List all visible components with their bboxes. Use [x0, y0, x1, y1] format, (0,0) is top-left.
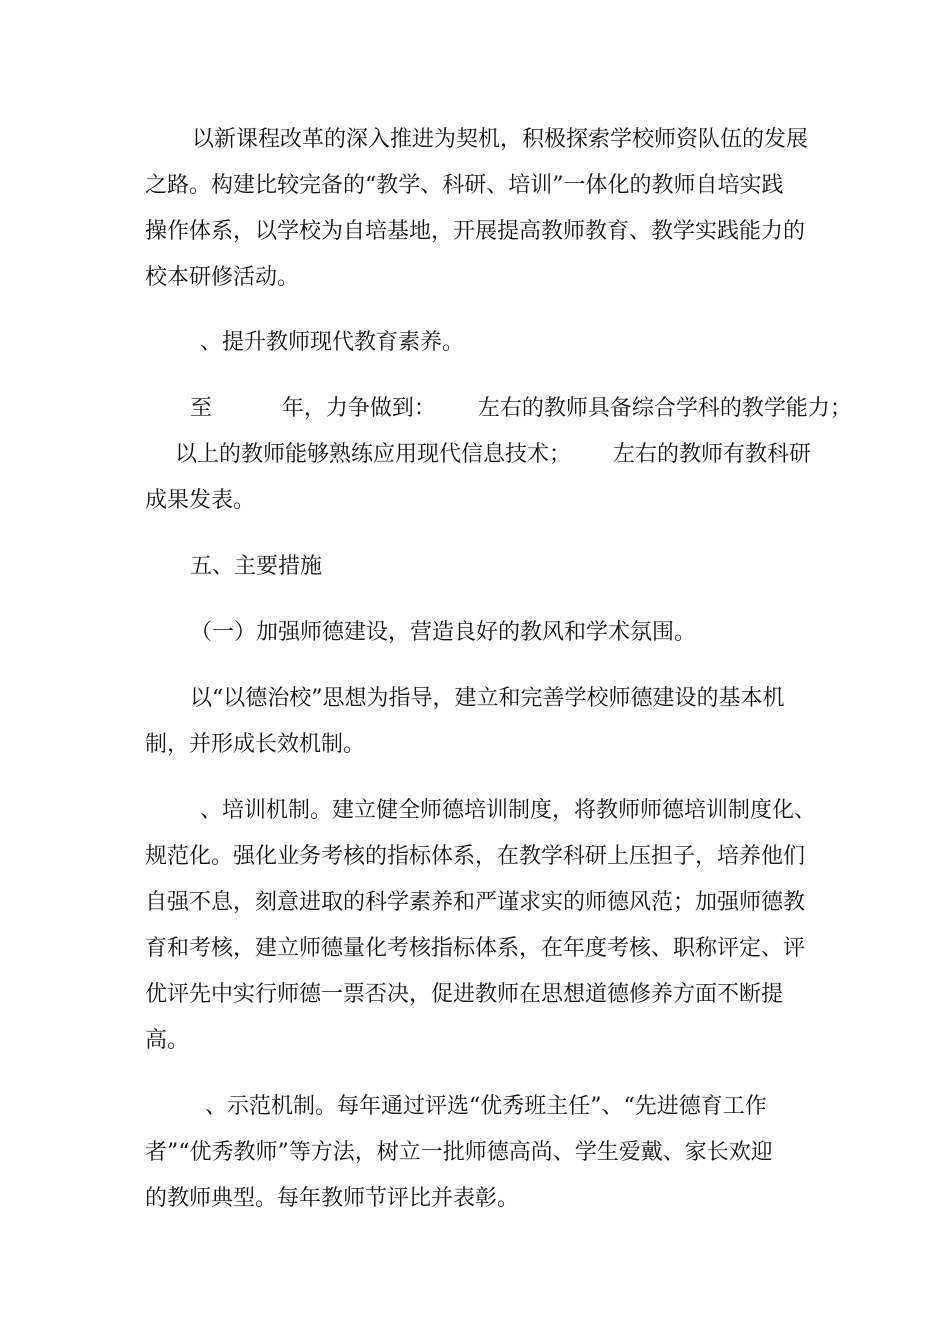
- paragraph-line: 育和考核，建立师德量化考核指标体系，在年度考核、职称评定、评: [145, 936, 806, 961]
- subsection-heading: （一）加强师德建设，营造良好的教风和学术氛围。: [190, 620, 697, 645]
- paragraph-line: 高。: [145, 1028, 190, 1053]
- paragraph-line: 以上的教师能够熟练应用现代信息技术； 左右的教师有教科研: [175, 442, 811, 467]
- section-heading: 、提升教师现代教育素养。: [200, 330, 465, 355]
- paragraph-line: 制，并形成长效机制。: [145, 732, 366, 757]
- section-heading: 五、主要措施: [190, 554, 323, 579]
- paragraph-line: 以“以德治校”思想为指导，建立和完善学校师德建设的基本机: [190, 686, 785, 711]
- paragraph-line: 至 年，力争做到： 左右的教师具备综合学科的教学能力；: [190, 396, 852, 421]
- paragraph-line: 校本研修活动。: [145, 265, 300, 290]
- paragraph-line: 、培训机制。建立健全师德培训制度，将教师师德培训制度化、: [200, 798, 817, 823]
- paragraph-line: 者”“优秀教师”等方法，树立一批师德高尚、学生爱戴、家长欢迎: [145, 1140, 773, 1165]
- paragraph-line: 之路。构建比较完备的“教学、科研、培训”一体化的教师自培实践: [145, 173, 784, 198]
- paragraph-line: 操作体系，以学校为自培基地，开展提高教师教育、教学实践能力的: [145, 219, 806, 244]
- paragraph-line: 、示范机制。每年通过评选“优秀班主任”、“先进德育工作: [205, 1094, 767, 1119]
- paragraph-line: 成果发表。: [145, 488, 256, 513]
- paragraph-line: 规范化。强化业务考核的指标体系，在教学科研上压担子，培养他们: [145, 844, 806, 869]
- paragraph-line: 的教师典型。每年教师节评比并表彰。: [145, 1186, 520, 1211]
- paragraph-line: 优评先中实行师德一票否决，促进教师在思想道德修养方面不断提: [145, 982, 784, 1007]
- paragraph-line: 自强不息，刻意进取的科学素养和严谨求实的师德风范；加强师德教: [145, 890, 806, 915]
- paragraph-line: 以新课程改革的深入推进为契机，积极探索学校师资队伍的发展: [192, 127, 809, 152]
